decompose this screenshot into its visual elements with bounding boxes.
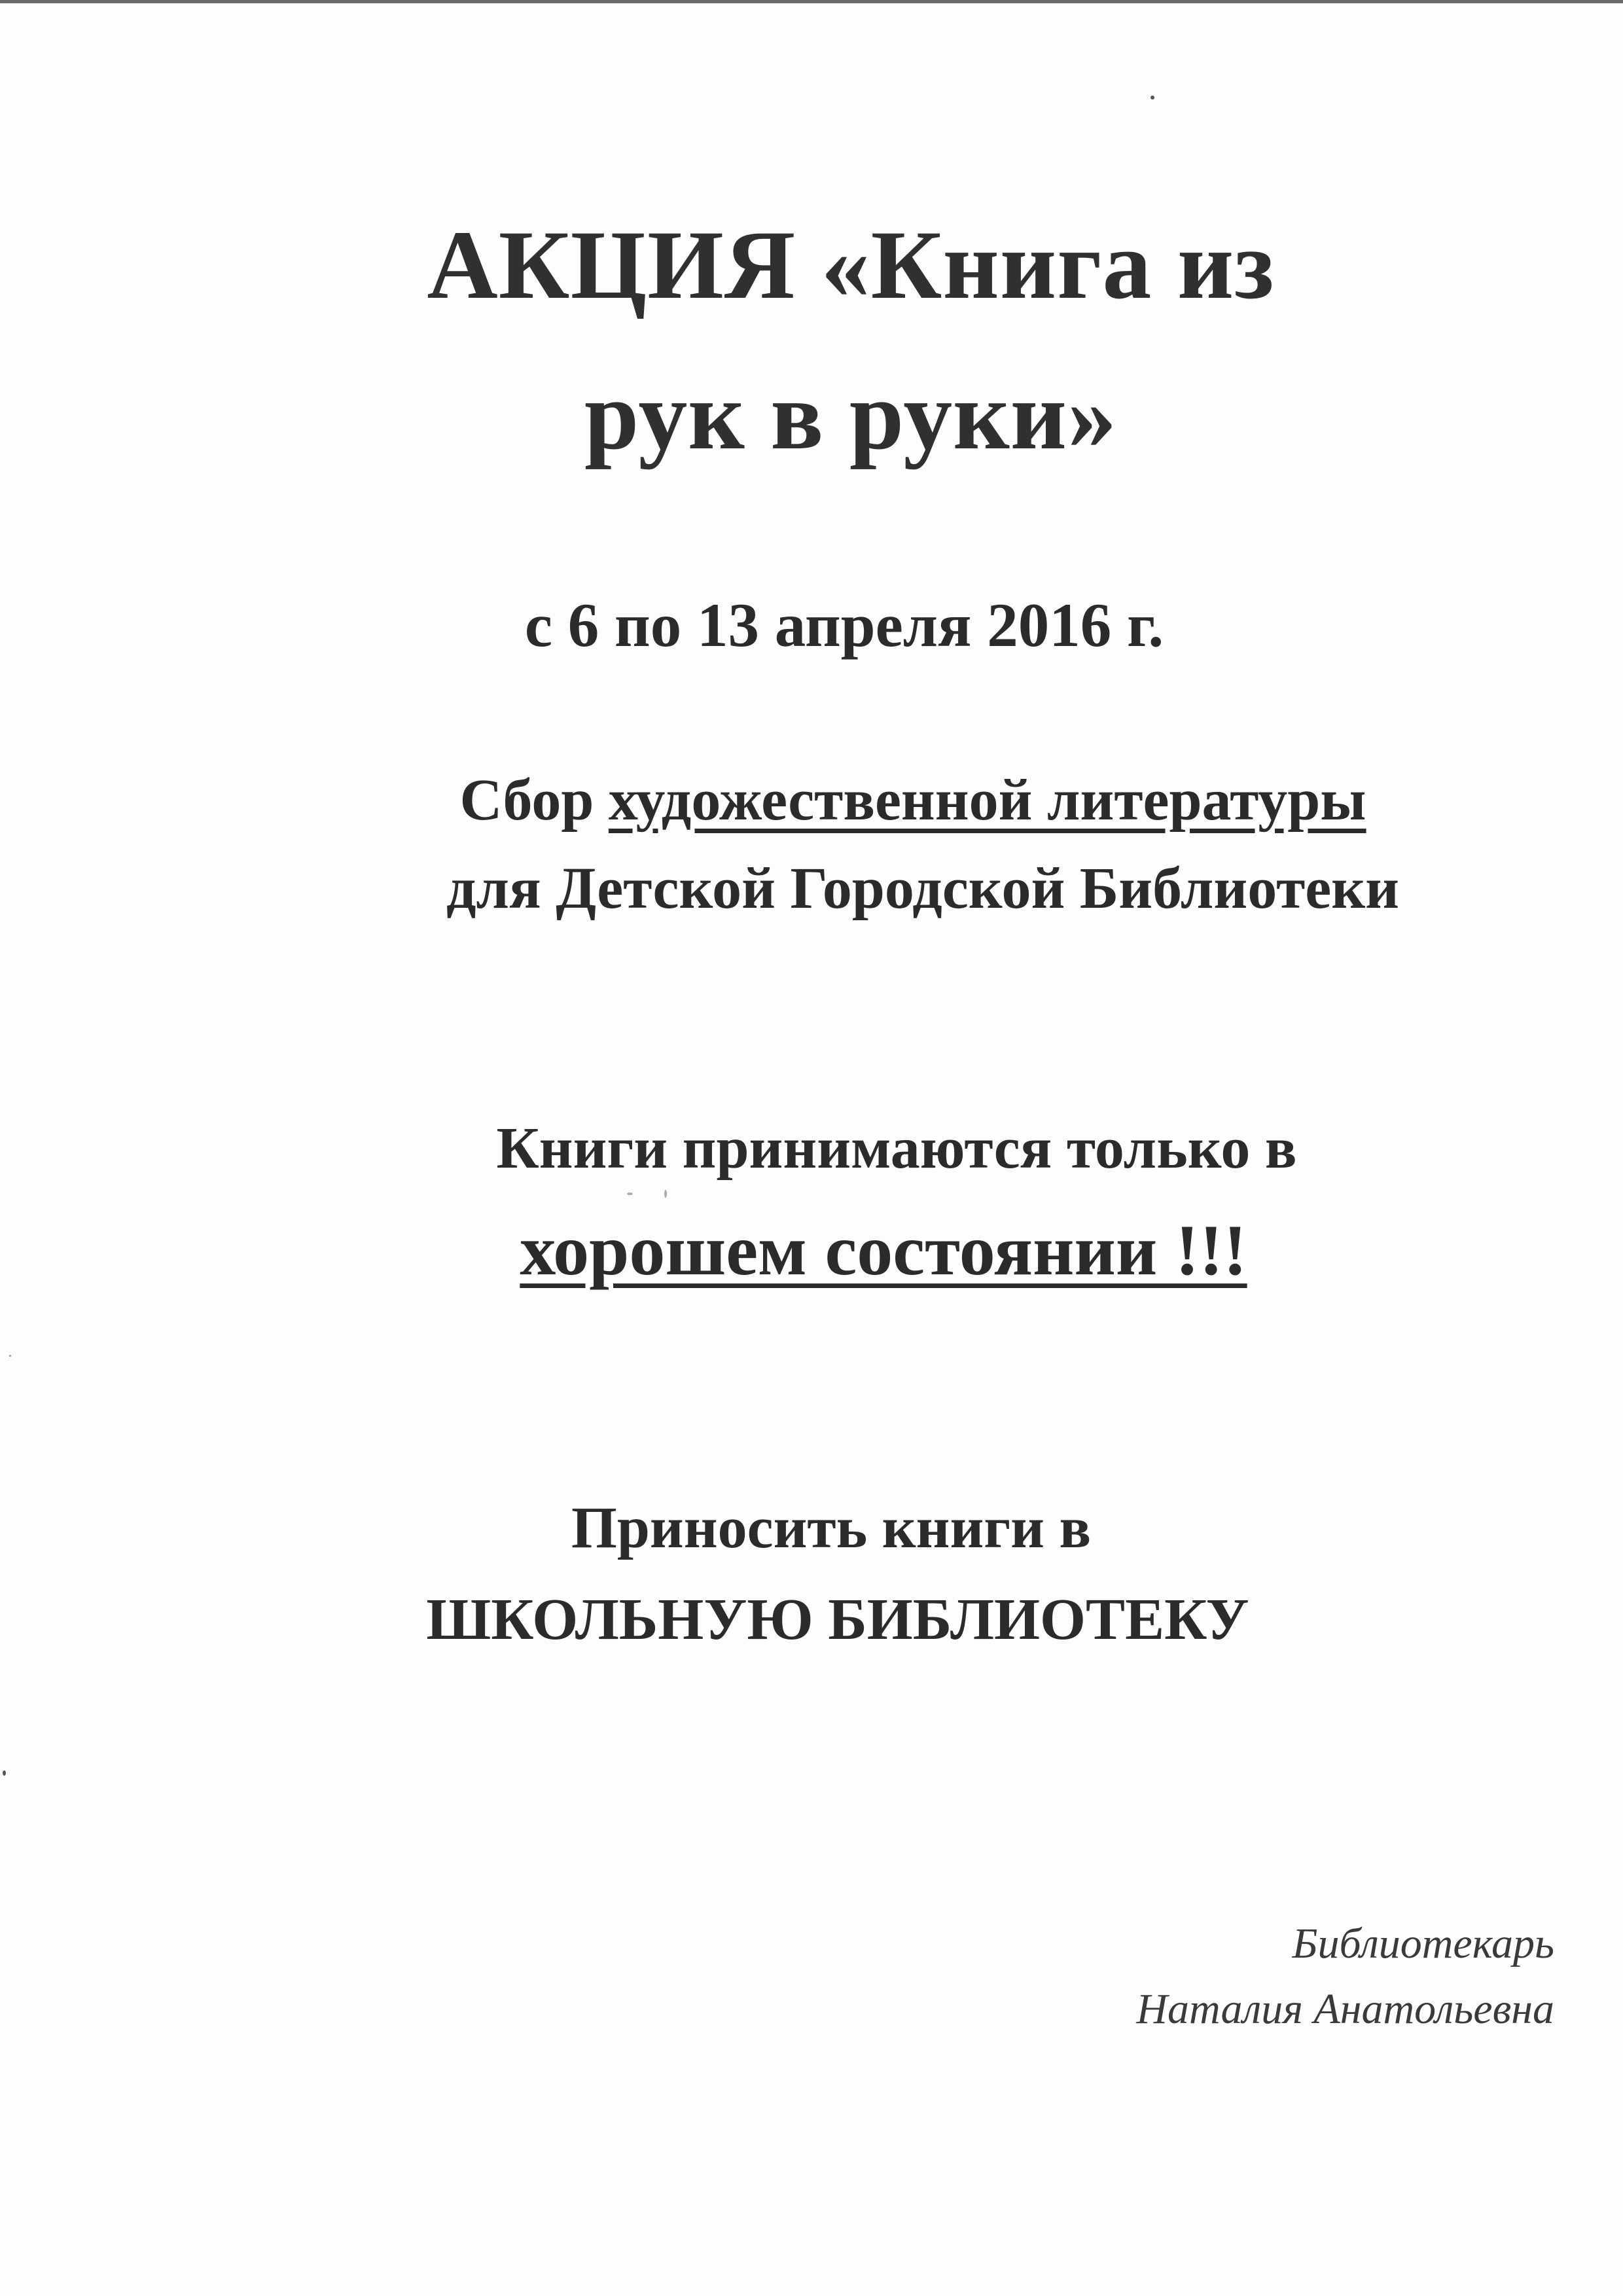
signature-name: Наталия Анатольевна xyxy=(1136,1985,1554,2033)
collection-line-1 xyxy=(101,756,1623,844)
collection-prefix: Сбор xyxy=(459,768,609,833)
condition-line-2 xyxy=(72,1204,1623,1296)
dropoff-line-1: Приносить книги в xyxy=(571,1496,1092,1560)
scan-border xyxy=(0,0,1623,3)
scan-speck xyxy=(3,1770,6,1776)
condition-emphasis: хорошем состоянии !!! xyxy=(520,1210,1247,1290)
scan-speck xyxy=(627,1193,633,1195)
collection-line-2: для Детской Городской Библиотеки xyxy=(446,856,1399,921)
title-line-2: рук в руки» xyxy=(584,361,1118,470)
scan-speck xyxy=(9,1355,11,1357)
dropoff-location: ШКОЛЬНУЮ БИБЛИОТЕКУ xyxy=(426,1587,1249,1652)
title-line-1: АКЦИЯ «Книга из xyxy=(427,211,1275,319)
event-dates: с 6 по 13 апреля 2016 г. xyxy=(524,590,1164,660)
condition-line-1: Книги принимаются только в xyxy=(496,1116,1297,1181)
collection-emphasis: художественной литературы xyxy=(608,768,1366,833)
signature-role: Библиотекарь xyxy=(1292,1920,1554,1967)
scan-speck xyxy=(1150,96,1154,99)
